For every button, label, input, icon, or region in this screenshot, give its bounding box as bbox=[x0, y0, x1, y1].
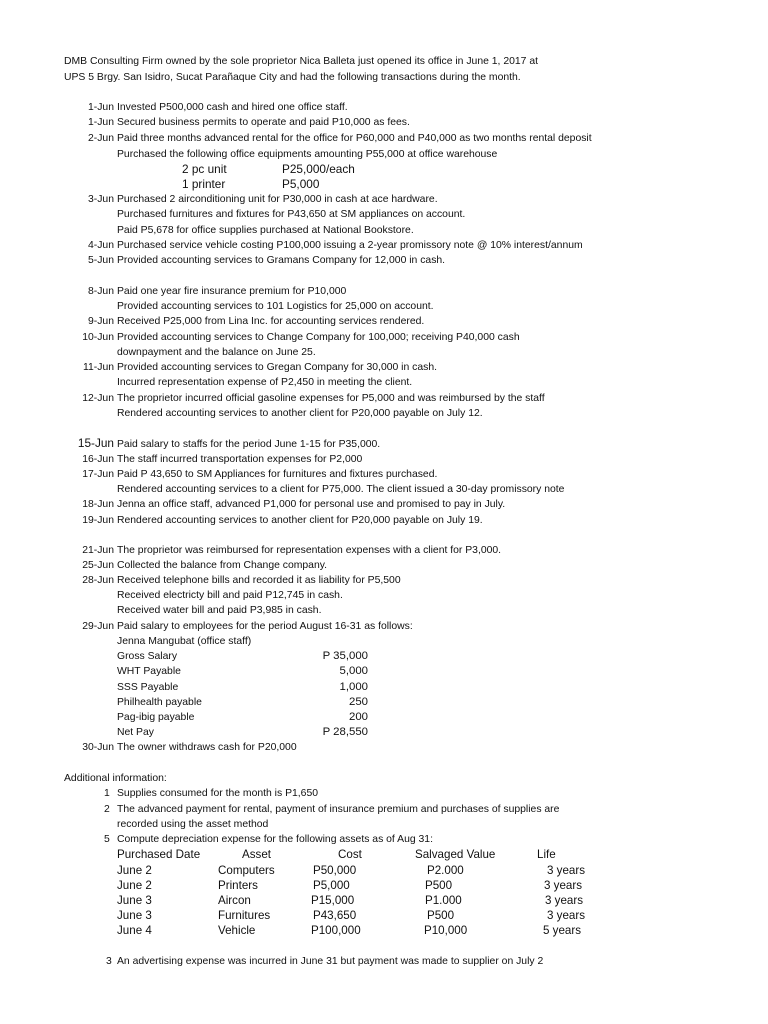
transaction-text: Paid P5,678 for office supplies purchased at National Bookstore. bbox=[117, 225, 414, 236]
transaction-date: 17-Jun bbox=[82, 469, 114, 480]
transaction-text: Received water bill and paid P3,985 in cash. bbox=[117, 605, 322, 616]
table-cell: June 2 bbox=[117, 879, 152, 892]
transaction-date: 9-Jun bbox=[88, 316, 114, 327]
transaction-text: The staff incurred transportation expenses for P2,000 bbox=[117, 454, 363, 465]
transaction-text: Purchased service vehicle costing P100,000 issuing a 2-year promissory note @ 10% interest/annum bbox=[117, 240, 583, 251]
transaction-text: Received P25,000 from Lina Inc. for accounting services rendered. bbox=[117, 316, 425, 327]
table-cell: P5,000 bbox=[313, 879, 350, 892]
transaction-text: Rendered accounting services to another client for P20,000 payable on July 12. bbox=[117, 408, 483, 419]
table-cell: P1.000 bbox=[425, 894, 462, 907]
transaction-text: The owner withdraws cash for P20,000 bbox=[117, 742, 297, 753]
additional-number: 1 bbox=[104, 788, 110, 799]
additional-heading: Additional information: bbox=[64, 773, 167, 784]
additional-number: 2 bbox=[104, 804, 110, 815]
transaction-text: Purchased the following office equipments amounting P55,000 at office warehouse bbox=[117, 149, 498, 160]
transaction-date: 29-Jun bbox=[82, 621, 114, 632]
payroll-label: Pag-ibig payable bbox=[117, 712, 195, 723]
transaction-date: 8-Jun bbox=[88, 286, 114, 297]
transaction-date: 21-Jun bbox=[82, 545, 114, 556]
table-header: Purchased Date bbox=[117, 848, 201, 861]
table-cell: June 3 bbox=[117, 894, 152, 907]
transaction-date: 18-Jun bbox=[82, 499, 114, 510]
intro-line: DMB Consulting Firm owned by the sole proprietor Nica Balleta just opened its office in June 1, 2017 at bbox=[64, 56, 538, 67]
payroll-label: WHT Payable bbox=[117, 666, 181, 677]
transaction-text: Paid P 43,650 to SM Appliances for furnitures and fixtures purchased. bbox=[117, 469, 438, 480]
payroll-amount: 1,000 bbox=[339, 681, 368, 693]
transaction-date: 10-Jun bbox=[82, 332, 114, 343]
transaction-date: 1-Jun bbox=[88, 117, 114, 128]
transaction-text: Invested P500,000 cash and hired one office staff. bbox=[117, 102, 348, 113]
table-header: Asset bbox=[242, 848, 271, 861]
transaction-date: 19-Jun bbox=[82, 515, 114, 526]
payroll-amount: 5,000 bbox=[339, 665, 368, 677]
transaction-text: downpayment and the balance on June 25. bbox=[117, 347, 316, 358]
transaction-date: 30-Jun bbox=[82, 742, 114, 753]
transaction-text: Paid one year fire insurance premium for P10,000 bbox=[117, 286, 347, 297]
transaction-text: Provided accounting services to 101 Logistics for 25,000 on account. bbox=[117, 301, 434, 312]
transaction-text: Purchased furnitures and fixtures for P43,650 at SM appliances on account. bbox=[117, 209, 466, 220]
transaction-text: Purchased 2 airconditioning unit for P30,000 in cash at ace hardware. bbox=[117, 194, 438, 205]
transaction-date: 11-Jun bbox=[83, 362, 114, 373]
payroll-amount: 200 bbox=[348, 711, 368, 723]
intro-line: UPS 5 Brgy. San Isidro, Sucat Parañaque City and had the following transactions during the month. bbox=[64, 72, 521, 83]
table-cell: P15,000 bbox=[311, 894, 355, 907]
transaction-date: 25-Jun bbox=[82, 560, 114, 571]
transaction-date: 2-Jun bbox=[88, 133, 114, 144]
equipment-price: P5,000 bbox=[282, 177, 320, 191]
transaction-date: 16-Jun bbox=[82, 454, 114, 465]
transaction-date: 4-Jun bbox=[88, 240, 114, 251]
table-cell: P50,000 bbox=[313, 864, 357, 877]
table-cell: 3 years bbox=[545, 894, 584, 907]
transaction-text: Secured business permits to operate and paid P10,000 as fees. bbox=[117, 117, 410, 128]
table-header: Cost bbox=[338, 848, 362, 861]
transaction-text: Jenna Mangubat (office staff) bbox=[117, 636, 252, 647]
transaction-date: 5-Jun bbox=[88, 255, 114, 266]
table-cell: Aircon bbox=[218, 894, 251, 907]
additional-number: 5 bbox=[104, 834, 110, 845]
equipment-price: P25,000/each bbox=[282, 162, 355, 176]
payroll-label: Net Pay bbox=[117, 727, 154, 738]
table-cell: P43,650 bbox=[313, 909, 357, 922]
table-cell: 3 years bbox=[544, 879, 583, 892]
transaction-text: Rendered accounting services to a client for P75,000. The client issued a 30-day promissory note bbox=[117, 484, 565, 495]
transaction-text: Jenna an office staff, advanced P1,000 for personal use and promised to pay in July. bbox=[117, 499, 506, 510]
payroll-label: Gross Salary bbox=[117, 651, 178, 662]
equipment-item: 1 printer bbox=[182, 177, 226, 191]
transaction-text: Paid salary to employees for the period August 16-31 as follows: bbox=[117, 621, 413, 632]
table-cell: Computers bbox=[218, 864, 275, 877]
table-cell: 3 years bbox=[547, 909, 586, 922]
transaction-text: Paid three months advanced rental for the office for P60,000 and P40,000 as two months rental deposit bbox=[117, 133, 592, 144]
transaction-text: Collected the balance from Change company. bbox=[117, 560, 328, 571]
table-cell: June 2 bbox=[117, 864, 152, 877]
transaction-text: Provided accounting services to Gregan Company for 30,000 in cash. bbox=[117, 362, 437, 373]
table-cell: June 4 bbox=[117, 924, 152, 937]
additional-text: Compute depreciation expense for the following assets as of Aug 31: bbox=[117, 834, 433, 845]
transaction-text: Paid salary to staffs for the period June 1-15 for P35,000. bbox=[117, 439, 381, 450]
transaction-text: Provided accounting services to Gramans Company for 12,000 in cash. bbox=[117, 255, 446, 266]
table-cell: 3 years bbox=[547, 864, 586, 877]
transaction-text: Received telephone bills and recorded it as liability for P5,500 bbox=[117, 575, 401, 586]
transaction-text: Provided accounting services to Change Company for 100,000; receiving P40,000 cash bbox=[117, 332, 520, 343]
payroll-amount: P 28,550 bbox=[322, 726, 368, 738]
transaction-text: The proprietor was reimbursed for representation expenses with a client for P3,000. bbox=[117, 545, 502, 556]
table-cell: Printers bbox=[218, 879, 258, 892]
additional-number: 3 bbox=[106, 956, 112, 967]
transaction-text: The proprietor incurred official gasoline expenses for P5,000 and was reimbursed by the staff bbox=[117, 393, 545, 404]
transaction-text: Received electricty bill and paid P12,745 in cash. bbox=[117, 590, 343, 601]
table-cell: P2.000 bbox=[427, 864, 464, 877]
payroll-amount: P 35,000 bbox=[322, 650, 368, 662]
additional-text: The advanced payment for rental, payment of insurance premium and purchases of supplies are bbox=[117, 804, 560, 815]
transaction-date: 12-Jun bbox=[82, 393, 114, 404]
table-cell: 5 years bbox=[543, 924, 582, 937]
table-header: Life bbox=[537, 848, 556, 861]
equipment-item: 2 pc unit bbox=[182, 162, 227, 176]
additional-text: recorded using the asset method bbox=[117, 819, 269, 830]
transaction-date: 1-Jun bbox=[88, 102, 114, 113]
table-cell: Vehicle bbox=[218, 924, 256, 937]
table-cell: P500 bbox=[425, 879, 453, 892]
payroll-label: SSS Payable bbox=[117, 682, 179, 693]
table-cell: P500 bbox=[427, 909, 455, 922]
table-cell: P100,000 bbox=[311, 924, 361, 937]
payroll-label: Philhealth payable bbox=[117, 697, 202, 708]
table-header: Salvaged Value bbox=[415, 848, 496, 861]
transaction-date: 28-Jun bbox=[82, 575, 114, 586]
additional-text: An advertising expense was incurred in June 31 but payment was made to supplier on July 2 bbox=[117, 956, 544, 967]
transaction-date: 15-Jun bbox=[77, 436, 114, 450]
table-cell: Furnitures bbox=[218, 909, 271, 922]
table-cell: June 3 bbox=[117, 909, 152, 922]
payroll-amount: 250 bbox=[348, 696, 368, 708]
transaction-date: 3-Jun bbox=[88, 194, 114, 205]
transaction-text: Incurred representation expense of P2,450 in meeting the client. bbox=[117, 377, 413, 388]
additional-text: Supplies consumed for the month is P1,650 bbox=[117, 788, 319, 799]
table-cell: P10,000 bbox=[424, 924, 468, 937]
transaction-text: Rendered accounting services to another client for P20,000 payable on July 19. bbox=[117, 515, 483, 526]
